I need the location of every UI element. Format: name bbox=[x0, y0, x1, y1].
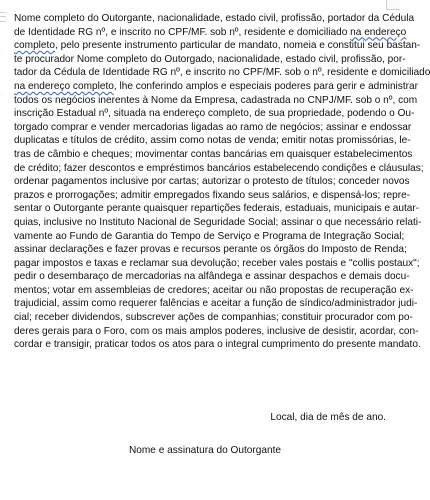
line-text: tador da Cédula de Identidade RG nº, e inscrito no CPF/MF. sob o nº, residente e domiciliado bbox=[14, 67, 430, 79]
signature-line bbox=[0, 444, 400, 458]
paragraph-line bbox=[14, 284, 414, 298]
paragraph-line bbox=[14, 12, 415, 26]
margin-mark bbox=[0, 12, 6, 13]
line-text: quias, inclusive no Instituto Nacional de Seguridade Social; assinar o que necessário relati- bbox=[14, 216, 422, 228]
spellcheck-marked-text: na endereço bbox=[350, 26, 407, 38]
line-text: , lhe conferindo amplos e especiais poderes para gerir e administrar bbox=[113, 80, 418, 92]
line-text: inscrição Estadual nº, situada na endereço completo, de sua propriedade, podendo o Ou- bbox=[14, 108, 415, 120]
signature-label: Nome e assinatura do Outorgante bbox=[128, 445, 282, 456]
line-text: , pelo presente instrumento particular de mandato, nomeia e constitui seu bastan- bbox=[54, 40, 421, 52]
line-text: tras de câmbio e cheques; movimentar contas bancárias em quaisquer estabelecimentos bbox=[14, 148, 413, 160]
line-text: deres gerais para o Foro, com os mais amplos poderes, inclusive de desistir, acordar, con- bbox=[14, 325, 419, 337]
paragraph-line bbox=[14, 257, 420, 271]
paragraph-line bbox=[14, 325, 419, 339]
line-text: pedir o desembaraço de mercadorias na alfândega e assinar despachos e demais docu- bbox=[14, 271, 410, 283]
spellcheck-marked-text: na endereço completo bbox=[14, 80, 114, 92]
paragraph-line bbox=[14, 121, 412, 135]
line-text: sentar o Outorgante perante quaisquer repartições federais, estaduais, municipais e autar- bbox=[14, 203, 420, 215]
line-text: trajudicial, assim como requerer falências e aceitar a função de síndico/administrador judi- bbox=[14, 298, 418, 310]
paragraph-line bbox=[14, 270, 410, 284]
line-text: de Identidade RG nº, e inscrito no CPF/MF. sob nº, residente e domiciliado bbox=[14, 26, 351, 38]
line-text: torgado comprar e vender mercadorias ligadas ao ramo de negócios; assinar e endossar bbox=[14, 121, 412, 133]
paragraph-line bbox=[14, 26, 407, 40]
margin-mark bbox=[0, 16, 6, 17]
paragraph-line bbox=[14, 162, 424, 176]
paragraph-line bbox=[14, 338, 421, 352]
paragraph-line bbox=[14, 53, 406, 67]
line-text: todos os negócios inerentes à Nome da Empresa, cadastrada no CNPJ/MF. sob o nº, com bbox=[14, 94, 418, 106]
procuration-body-text bbox=[14, 12, 430, 352]
paragraph-line bbox=[14, 134, 411, 148]
line-text: cordar e transigir, praticar todos os atos para o integral cumprimento do presente mandato. bbox=[14, 339, 421, 351]
line-text: cial; receber dividendos, subscrever ações de companhias; constituir procurador com po- bbox=[14, 312, 413, 324]
paragraph-line bbox=[14, 94, 418, 108]
page-edge-box bbox=[386, 0, 400, 10]
line-text: duplicatas e títulos de crédito, assim como notas de venda; emitir notas promissórias, le- bbox=[14, 135, 411, 147]
paragraph-line bbox=[14, 66, 430, 80]
paragraph-line bbox=[14, 148, 413, 162]
line-text: mentos; votar em assembleias de credores; aceitar ou não propostas de recuperação ex- bbox=[14, 284, 414, 296]
line-text: Nome completo do Outorgante, nacionalidade, estado civil, profissão, portador da Cédula bbox=[14, 13, 415, 24]
paragraph-line bbox=[14, 311, 413, 325]
paragraph-line bbox=[14, 39, 421, 53]
spellcheck-marked-text: completo bbox=[14, 40, 55, 52]
line-text: de crédito; fazer descontos e empréstimos bancários estabelecendo condições e cláusulas; bbox=[14, 162, 424, 174]
paragraph-line bbox=[14, 107, 415, 121]
line-text: te procurador Nome completo do Outorgado, nacionalidade, estado civil, profissão, por- bbox=[14, 53, 406, 65]
line-text: assinar declarações e fazer provas e recursos perante os órgãos do Imposto de Renda; bbox=[14, 244, 407, 256]
paragraph-line bbox=[14, 297, 418, 311]
margin-mark bbox=[0, 21, 6, 22]
paragraph-line bbox=[14, 243, 407, 257]
paragraph-line bbox=[14, 216, 422, 230]
paragraph-line bbox=[14, 202, 420, 216]
line-text: ordenar pagamentos inclusive por cartas; autorizar o protesto de títulos; conceder novos bbox=[14, 176, 410, 188]
line-text: vamente ao Fundo de Garantia do Tempo de Serviço e Programa de Integração Social; bbox=[14, 230, 405, 242]
paragraph-line bbox=[14, 189, 411, 203]
paragraph-line bbox=[14, 175, 410, 189]
line-text: prazos e prorrogações; admitir empregados fixando seus salários, e dispensá-los; repre- bbox=[14, 189, 411, 201]
paragraph-line bbox=[14, 80, 418, 94]
paragraph-line bbox=[14, 230, 405, 244]
place-date-line: Local, dia de mês de ano. bbox=[270, 412, 386, 423]
line-text: pagar impostos e taxas e reclamar sua devolução; receber vales postais e "collis postaux"; bbox=[14, 257, 420, 269]
